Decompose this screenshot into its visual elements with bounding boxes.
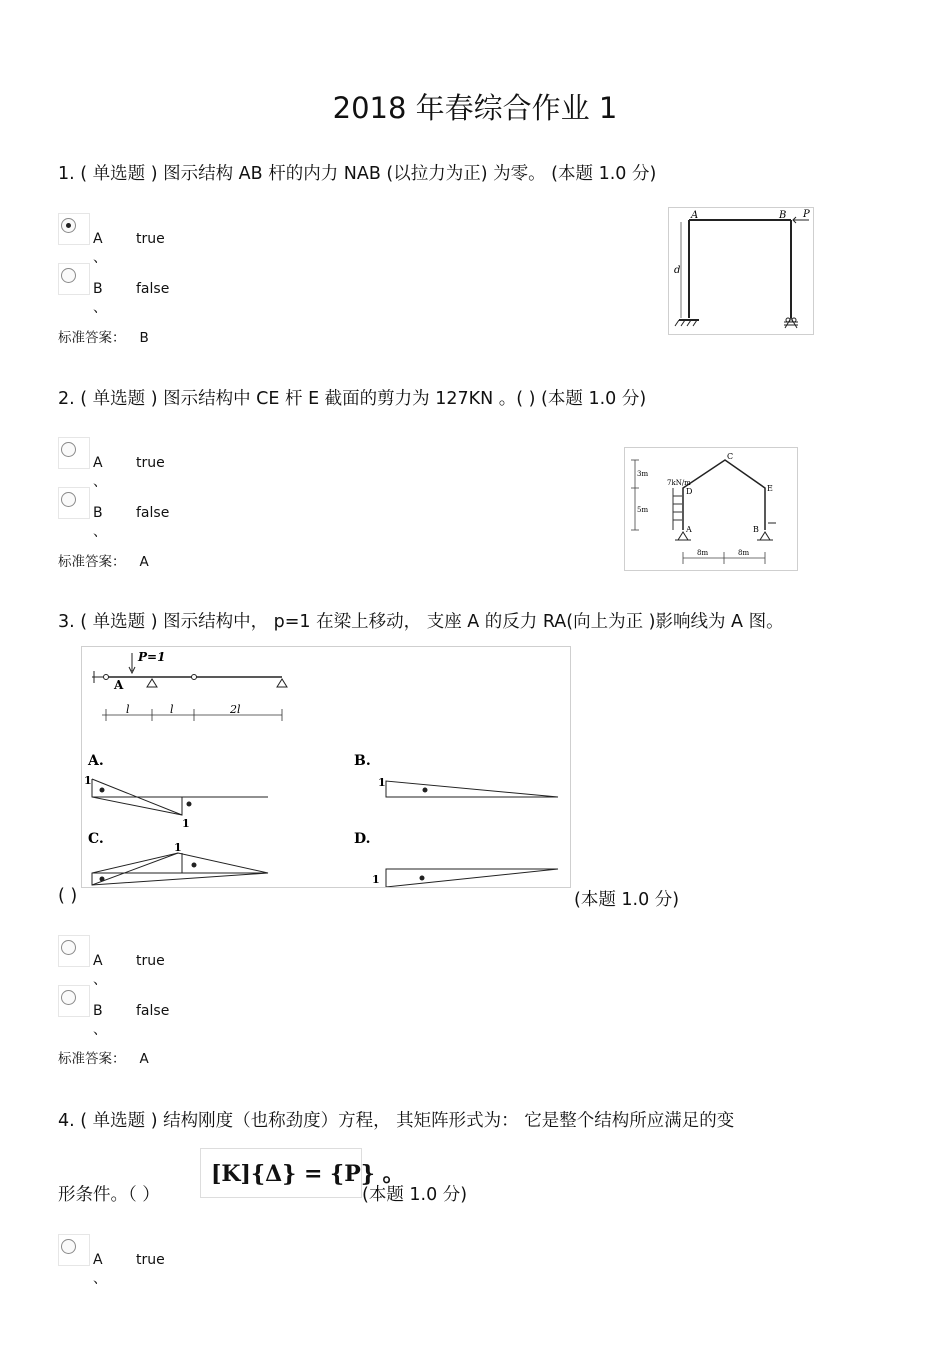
radio-selected-icon	[61, 218, 76, 233]
option-value: false	[136, 1003, 170, 1019]
figure-label: 1	[182, 817, 190, 830]
radio-button[interactable]	[58, 213, 90, 245]
option-letter: A 、	[93, 953, 107, 988]
figure-label: d	[674, 265, 681, 276]
graph-label-d: D.	[354, 831, 371, 847]
option-value: false	[136, 505, 170, 521]
figure-label: 1	[174, 841, 182, 854]
radio-empty-icon	[61, 940, 76, 955]
figure-label: P	[803, 209, 810, 220]
question-1-answer	[58, 326, 149, 346]
radio-button[interactable]	[58, 935, 90, 967]
question-3-paren: ( )	[58, 886, 78, 906]
question-3-figure	[81, 646, 571, 888]
radio-button[interactable]	[58, 487, 90, 519]
radio-button[interactable]	[58, 263, 90, 295]
radio-button[interactable]	[58, 437, 90, 469]
question-2-answer	[58, 550, 149, 570]
question-4-formula	[200, 1148, 405, 1198]
option-value: true	[136, 1252, 165, 1268]
figure-label: 1	[84, 774, 92, 787]
radio-empty-icon	[61, 492, 76, 507]
figure-label: A	[691, 210, 699, 221]
question-3-answer	[58, 1047, 149, 1067]
radio-empty-icon	[61, 1239, 76, 1254]
question-3-text: 3. ( 单选题 ) 图示结构中， p=1 在梁上移动， 支座 A 的反力 RA(向上为正 )影响线为 A 图。	[58, 612, 784, 632]
figure-label: 1	[378, 776, 386, 789]
figure-label: D	[686, 487, 693, 496]
option-letter: A 、	[93, 455, 107, 490]
figure-label: A	[114, 678, 124, 692]
figure-label: 5m	[637, 506, 649, 514]
figure-label: 8m	[697, 549, 709, 557]
option-letter: B 、	[93, 281, 107, 316]
figure-label: B	[753, 525, 759, 534]
answer-label: 标准答案：	[58, 330, 126, 346]
answer-value: B	[139, 330, 149, 346]
question-2-text: 2. ( 单选题 ) 图示结构中 CE 杆 E 截面的剪力为 127KN 。( ) (本题 1.0 分)	[58, 389, 647, 409]
figure-label: l	[126, 703, 130, 716]
option-value: true	[136, 953, 165, 969]
figure-label: E	[767, 484, 773, 493]
option-letter: B 、	[93, 1003, 107, 1038]
question-1-figure	[668, 207, 814, 335]
graph-label-a: A.	[88, 753, 104, 769]
radio-button[interactable]	[58, 1234, 90, 1266]
question-4-score: (本题 1.0 分)	[362, 1185, 468, 1205]
figure-label: A	[686, 525, 692, 534]
figure-label: 8m	[738, 549, 750, 557]
answer-label: 标准答案：	[58, 554, 126, 570]
graph-label-b: B.	[354, 753, 371, 769]
option-letter: A 、	[93, 1252, 107, 1287]
radio-button[interactable]	[58, 985, 90, 1017]
graph-label-c: C.	[88, 831, 104, 847]
question-1-text: 1. ( 单选题 ) 图示结构 AB 杆的内力 NAB (以拉力为正) 为零。 (本题 1.0 分)	[58, 164, 657, 184]
figure-label: P=1	[138, 650, 166, 664]
figure-label: 7kN/m	[667, 479, 691, 487]
figure-label: C	[727, 452, 734, 461]
option-value: true	[136, 455, 165, 471]
answer-value: A	[139, 1051, 149, 1067]
option-letter: B 、	[93, 505, 107, 540]
figure-label: B	[779, 210, 787, 221]
option-value: false	[136, 281, 170, 297]
radio-empty-icon	[61, 990, 76, 1005]
radio-empty-icon	[61, 442, 76, 457]
figure-label: 1	[372, 873, 380, 886]
question-2-figure	[624, 447, 798, 571]
option-value: true	[136, 231, 165, 247]
answer-label: 标准答案：	[58, 1051, 126, 1067]
answer-value: A	[139, 554, 149, 570]
figure-label: 2l	[230, 703, 241, 716]
question-3-score: (本题 1.0 分)	[574, 890, 680, 910]
question-4-text: 4. ( 单选题 ) 结构刚度（也称劲度）方程， 其矩阵形式为： 它是整个结构所应满足的变	[58, 1111, 735, 1131]
figure-label: l	[170, 703, 174, 716]
formula-text: [K]{Δ} = {P} 。	[211, 1161, 405, 1187]
page-title: 2018 年春综合作业 1	[332, 91, 618, 125]
question-4-text-continued: 形条件。（ ）	[58, 1185, 160, 1205]
radio-empty-icon	[61, 268, 76, 283]
figure-label: 3m	[637, 470, 649, 478]
option-letter: A 、	[93, 231, 107, 266]
